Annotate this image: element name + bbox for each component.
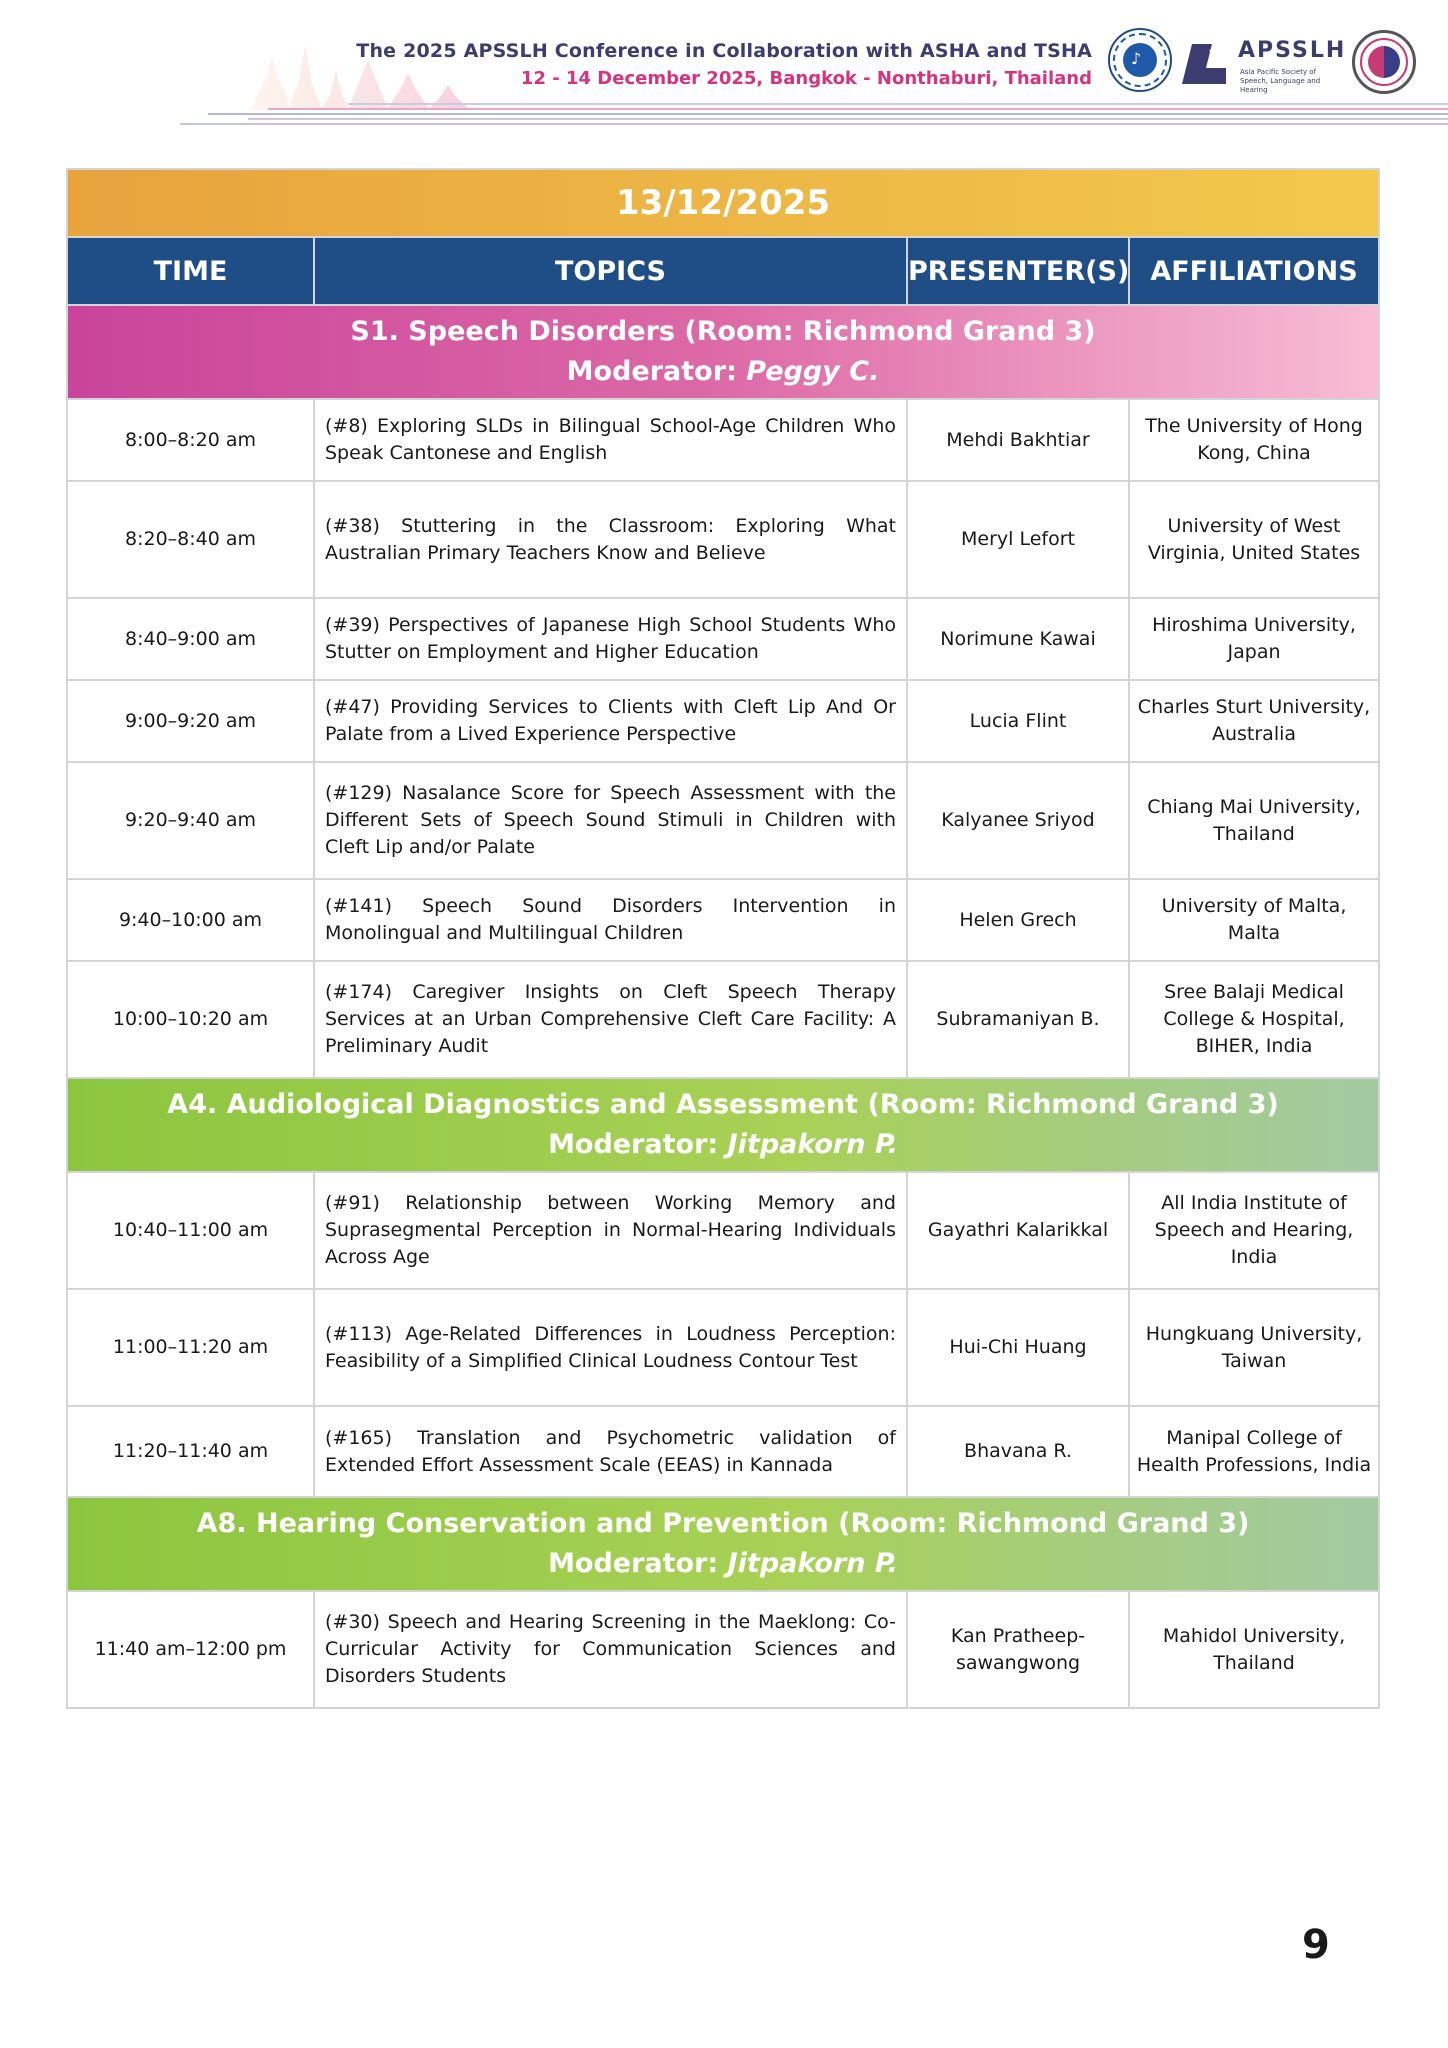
column-header-presenters: PRESENTER(S) xyxy=(907,237,1129,305)
column-header-topics: TOPICS xyxy=(314,237,907,305)
session-time: 9:00–9:20 am xyxy=(67,680,314,762)
session-affiliation: Sree Balaji Medical College & Hospital, BIHER, India xyxy=(1129,961,1379,1078)
session-time: 11:00–11:20 am xyxy=(67,1289,314,1406)
table-row xyxy=(67,879,1379,961)
table-row xyxy=(67,1591,1379,1708)
session-topic: (#91) Relationship between Working Memory and Suprasegmental Perception in Normal-Hearing Individuals Across Age xyxy=(314,1172,907,1289)
page-number: 9 xyxy=(1302,1922,1330,1968)
section-title: A8. Hearing Conservation and Prevention (Room: Richmond Grand 3) xyxy=(196,1508,1250,1539)
session-time: 11:20–11:40 am xyxy=(67,1406,314,1497)
section-moderator: Moderator: Jitpakorn P. xyxy=(548,1548,898,1579)
session-time: 10:40–11:00 am xyxy=(67,1172,314,1289)
session-presenter: Lucia Flint xyxy=(907,680,1129,762)
apsslh-mark-icon xyxy=(1182,36,1226,84)
section-header xyxy=(67,305,1379,399)
section-moderator: Moderator: Peggy C. xyxy=(566,356,880,387)
table-row xyxy=(67,680,1379,762)
session-presenter: Norimune Kawai xyxy=(907,598,1129,680)
column-header-time: TIME xyxy=(67,237,314,305)
session-time: 10:00–10:20 am xyxy=(67,961,314,1078)
session-topic: (#38) Stuttering in the Classroom: Exploring What Australian Primary Teachers Know and Believe xyxy=(314,481,907,598)
session-presenter: Kalyanee Sriyod xyxy=(907,762,1129,879)
session-topic: (#39) Perspectives of Japanese High School Students Who Stutter on Employment and Higher Education xyxy=(314,598,907,680)
apsslh-name: APSSLH xyxy=(1238,38,1347,63)
section-moderator: Moderator: Jitpakorn P. xyxy=(548,1129,898,1160)
session-presenter: Helen Grech xyxy=(907,879,1129,961)
apsslh-subtitle: Asia Pacific Society of Speech, Language and Hearing xyxy=(1240,68,1321,94)
session-time: 8:00–8:20 am xyxy=(67,399,314,481)
column-header-affiliations: AFFILIATIONS xyxy=(1129,237,1379,305)
session-time: 9:40–10:00 am xyxy=(67,879,314,961)
header-row xyxy=(67,237,1379,305)
session-affiliation: Hiroshima University, Japan xyxy=(1129,598,1379,680)
session-topic: (#165) Translation and Psychometric validation of Extended Effort Assessment Scale (EEAS) in Kannada xyxy=(314,1406,907,1497)
table-row xyxy=(67,399,1379,481)
session-affiliation: All India Institute of Speech and Hearing, India xyxy=(1129,1172,1379,1289)
table-row xyxy=(67,598,1379,680)
session-affiliation: Manipal College of Health Professions, India xyxy=(1129,1406,1379,1497)
session-affiliation: Mahidol University, Thailand xyxy=(1129,1591,1379,1708)
session-presenter: Bhavana R. xyxy=(907,1406,1129,1497)
section-title: S1. Speech Disorders (Room: Richmond Grand 3) xyxy=(350,316,1096,347)
asha-certified-logo: ♪ xyxy=(1108,28,1172,92)
conference-dates-line: 12 - 14 December 2025, Bangkok - Nonthaburi, Thailand xyxy=(520,68,1092,89)
table-row xyxy=(67,762,1379,879)
session-affiliation: University of West Virginia, United States xyxy=(1129,481,1379,598)
schedule-table xyxy=(66,168,1380,1709)
apsslh-logo xyxy=(1182,34,1347,94)
conference-banner xyxy=(0,0,1448,140)
session-time: 8:20–8:40 am xyxy=(67,481,314,598)
session-topic: (#174) Caregiver Insights on Cleft Speech Therapy Services at an Urban Comprehensive Cleft Care Facility: A Preliminary Audit xyxy=(314,961,907,1078)
session-affiliation: Chiang Mai University, Thailand xyxy=(1129,762,1379,879)
moderator-name: Jitpakorn P. xyxy=(727,1548,898,1579)
table-row xyxy=(67,1289,1379,1406)
moderator-name: Peggy C. xyxy=(746,356,880,387)
conference-title xyxy=(356,40,1092,89)
tsha-logo xyxy=(1352,30,1416,94)
section-header xyxy=(67,1497,1379,1591)
moderator-name: Jitpakorn P. xyxy=(727,1129,898,1160)
session-presenter: Mehdi Bakhtiar xyxy=(907,399,1129,481)
table-row xyxy=(67,1172,1379,1289)
section-title: A4. Audiological Diagnostics and Assessment (Room: Richmond Grand 3) xyxy=(167,1089,1279,1120)
session-topic: (#113) Age-Related Differences in Loudness Perception: Feasibility of a Simplified Clinical Loudness Contour Test xyxy=(314,1289,907,1406)
section-header xyxy=(67,1078,1379,1172)
session-presenter: Subramaniyan B. xyxy=(907,961,1129,1078)
session-time: 9:20–9:40 am xyxy=(67,762,314,879)
date-row xyxy=(67,169,1379,237)
table-row xyxy=(67,961,1379,1078)
schedule-date: 13/12/2025 xyxy=(67,169,1379,237)
session-topic: (#141) Speech Sound Disorders Intervention in Monolingual and Multilingual Children xyxy=(314,879,907,961)
session-topic: (#30) Speech and Hearing Screening in the Maeklong: Co-Curricular Activity for Communication Sciences and Disorders Students xyxy=(314,1591,907,1708)
banner-stripes xyxy=(180,103,1448,133)
session-topic: (#47) Providing Services to Clients with Cleft Lip And Or Palate from a Lived Experience Perspective xyxy=(314,680,907,762)
conference-title-line: The 2025 APSSLH Conference in Collaboration with ASHA and TSHA xyxy=(356,40,1092,62)
session-affiliation: Hungkuang University, Taiwan xyxy=(1129,1289,1379,1406)
session-presenter: Gayathri Kalarikkal xyxy=(907,1172,1129,1289)
session-presenter: Hui-Chi Huang xyxy=(907,1289,1129,1406)
session-topic: (#8) Exploring SLDs in Bilingual School-Age Children Who Speak Cantonese and English xyxy=(314,399,907,481)
session-presenter: Kan Pratheep-sawangwong xyxy=(907,1591,1129,1708)
session-topic: (#129) Nasalance Score for Speech Assessment with the Different Sets of Speech Sound Stimuli in Children with Cleft Lip and/or Palate xyxy=(314,762,907,879)
session-time: 8:40–9:00 am xyxy=(67,598,314,680)
table-row xyxy=(67,1406,1379,1497)
table-row xyxy=(67,481,1379,598)
session-affiliation: University of Malta, Malta xyxy=(1129,879,1379,961)
session-affiliation: Charles Sturt University, Australia xyxy=(1129,680,1379,762)
session-presenter: Meryl Lefort xyxy=(907,481,1129,598)
session-time: 11:40 am–12:00 pm xyxy=(67,1591,314,1708)
session-affiliation: The University of Hong Kong, China xyxy=(1129,399,1379,481)
